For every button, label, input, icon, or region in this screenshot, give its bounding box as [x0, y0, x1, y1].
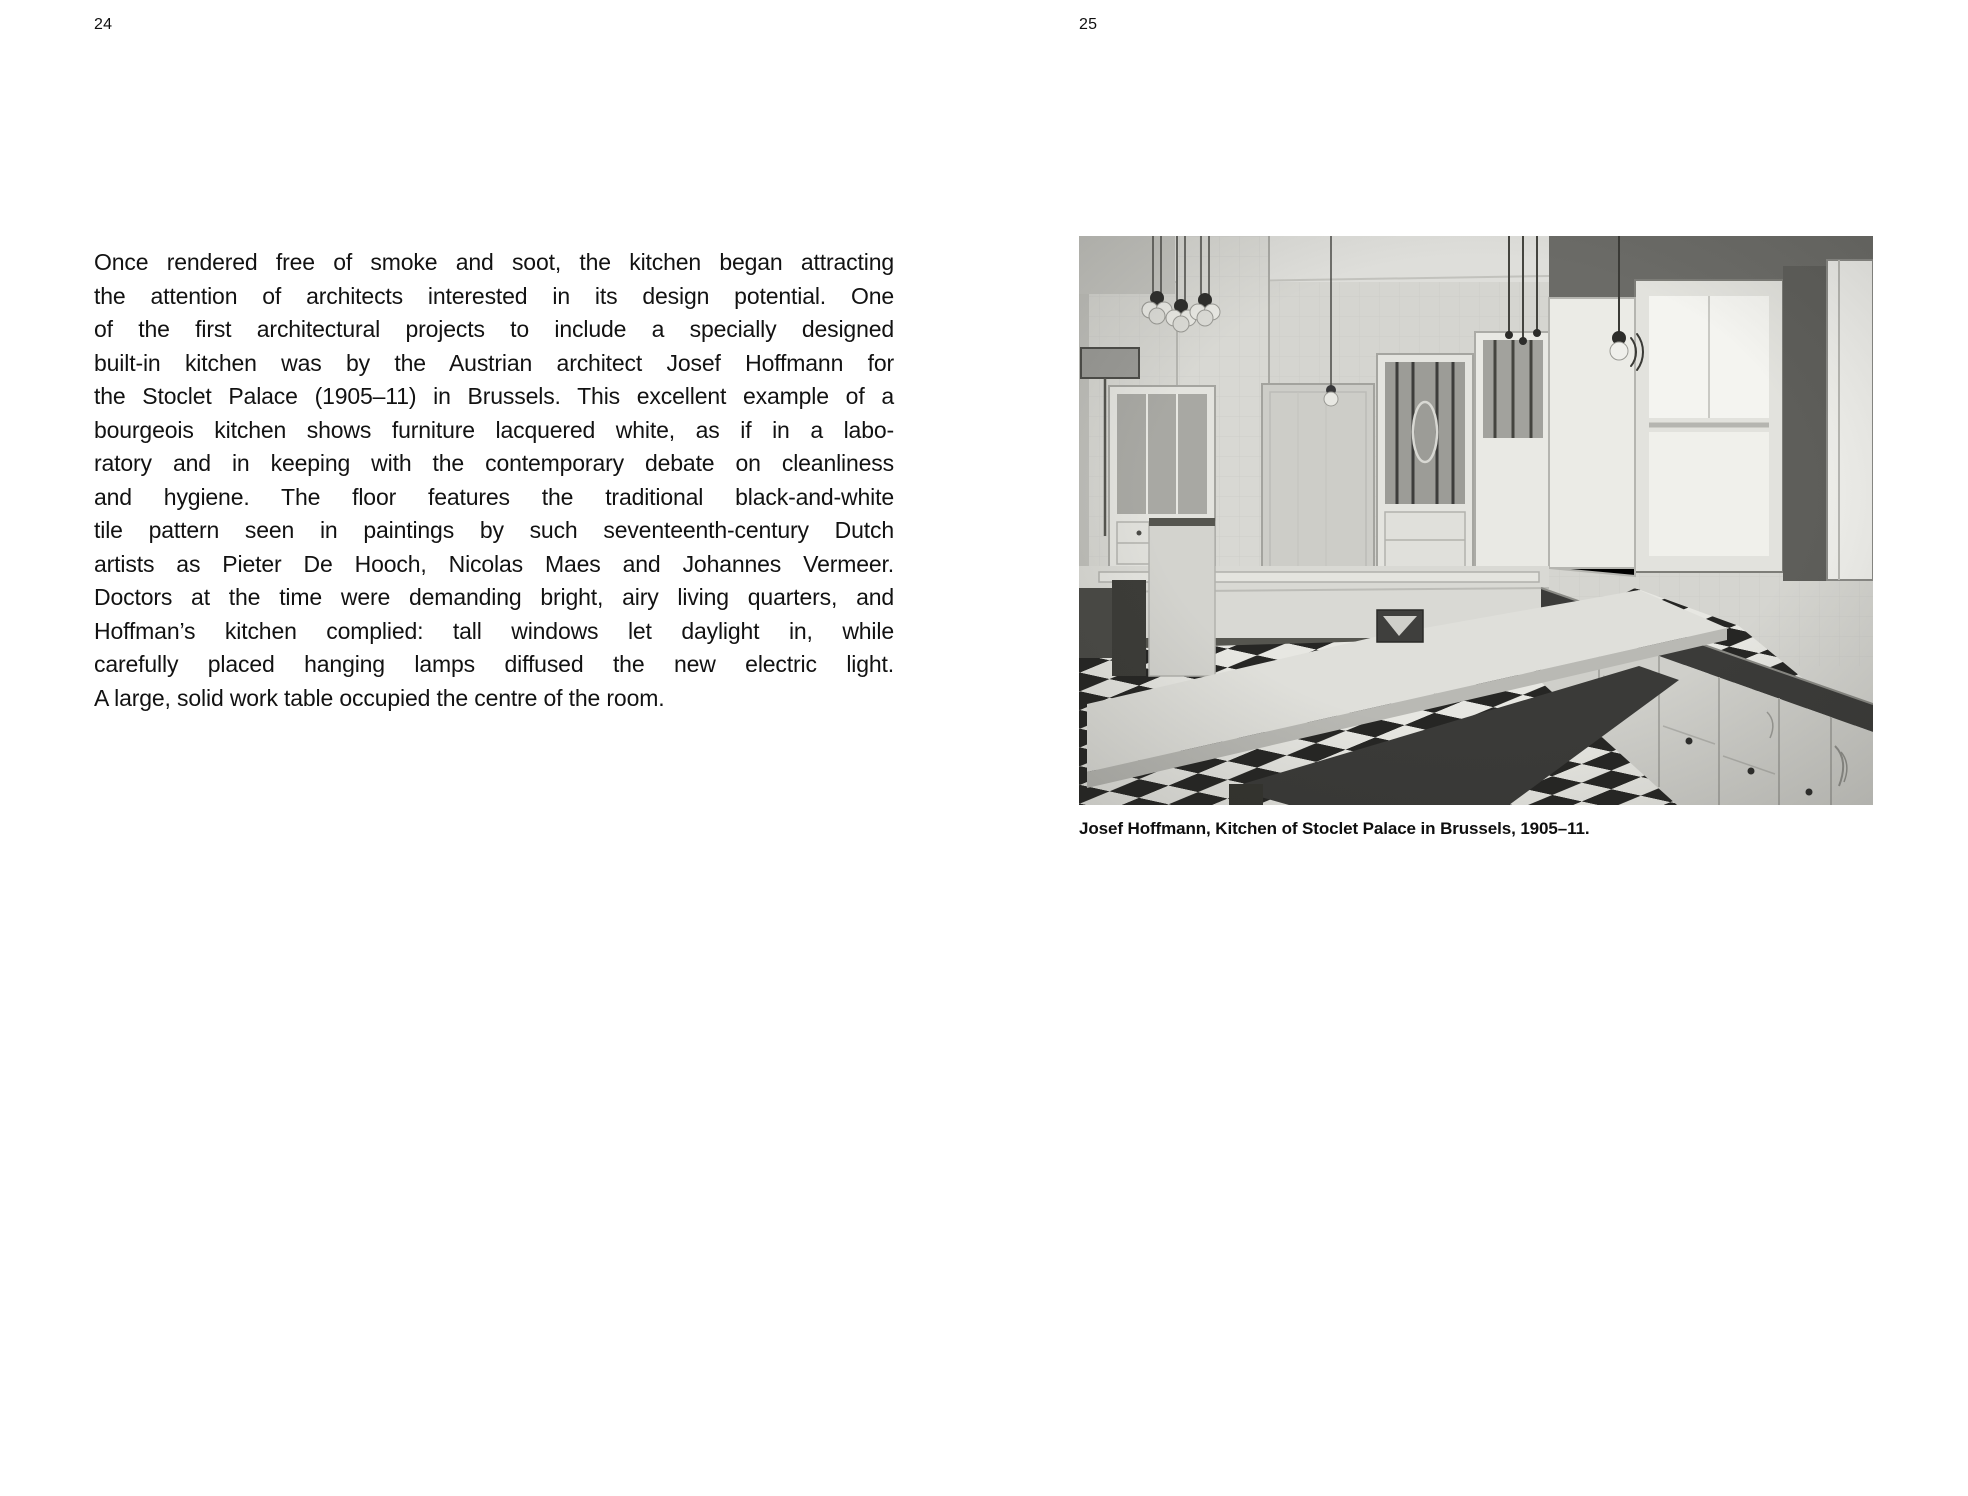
text-line: ratory and in keeping with the contemporary debate on cleanliness: [94, 450, 894, 476]
photo-vignette: [1079, 236, 1873, 805]
text-line: the attention of architects interested in its design potential. One: [94, 282, 894, 309]
kitchen-photo: [1079, 236, 1873, 805]
kitchen-photo-figure: [1079, 236, 1873, 839]
text-line: Hoffman’s kitchen complied: tall windows let daylight in, while: [94, 617, 894, 644]
text-line: bourgeois kitchen shows furniture lacquered white, as if in a labo-: [94, 416, 894, 443]
text-line: carefully placed hanging lamps diffused the new electric light.: [94, 651, 894, 677]
text-line: of the first architectural projects to include a specially designed: [94, 316, 894, 342]
text-line: tile pattern seen in paintings by such seventeenth-century Dutch: [94, 517, 894, 543]
body-paragraph: [94, 246, 894, 715]
photo-caption: Josef Hoffmann, Kitchen of Stoclet Palace in Brussels, 1905–11.: [1079, 819, 1590, 838]
text-line: Once rendered free of smoke and soot, the kitchen began attracting: [94, 249, 894, 275]
text-line: A large, solid work table occupied the centre of the room.: [94, 684, 665, 711]
text-line: the Stoclet Palace (1905–11) in Brussels. This excellent example of a: [94, 383, 894, 409]
page-number-left: 24: [94, 16, 113, 33]
text-line: Doctors at the time were demanding bright, airy living quarters, and: [94, 584, 894, 610]
page-number-right: 25: [1079, 16, 1098, 33]
text-line: and hygiene. The floor features the traditional black-and-white: [94, 483, 894, 510]
text-line: artists as Pieter De Hooch, Nicolas Maes and Johannes Vermeer.: [94, 550, 894, 577]
text-line: built-in kitchen was by the Austrian architect Josef Hoffmann for: [94, 349, 894, 376]
